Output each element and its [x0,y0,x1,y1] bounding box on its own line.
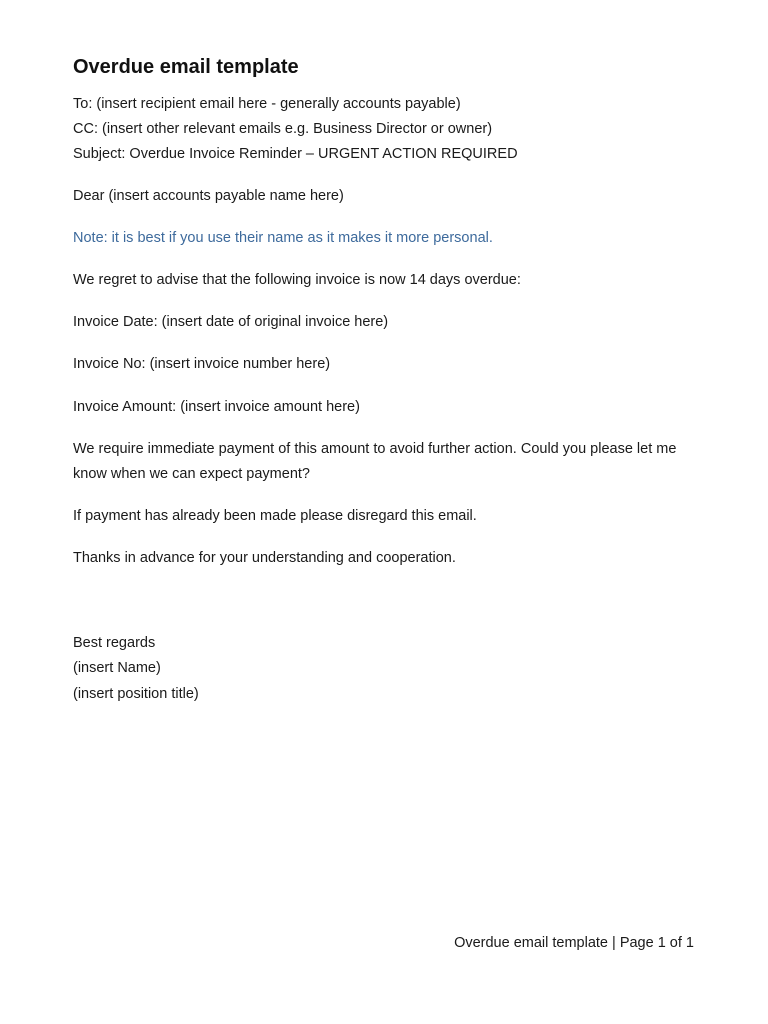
thanks-paragraph: Thanks in advance for your understanding and cooperation. [73,550,456,566]
to-line: To: (insert recipient email here - generally accounts payable) [73,96,461,112]
name-placeholder: (insert Name) [73,660,161,676]
greeting: Dear (insert accounts payable name here) [73,188,344,204]
payment-request-paragraph: We require immediate payment of this amount to avoid further action. Could you please let me know when we can expect payment? [73,441,677,482]
subject-line: Subject: Overdue Invoice Reminder – URGENT ACTION REQUIRED [73,146,518,162]
personalization-note: Note: it is best if you use their name as it makes it more personal. [73,230,493,246]
intro-paragraph: We regret to advise that the following invoice is now 14 days overdue: [73,272,521,288]
invoice-number-line: Invoice No: (insert invoice number here) [73,356,331,372]
cc-line: CC: (insert other relevant emails e.g. Business Director or owner) [73,121,493,137]
document-title: Overdue email template [73,56,299,78]
invoice-amount-line: Invoice Amount: (insert invoice amount here) [73,399,360,415]
position-placeholder: (insert position title) [73,686,199,702]
invoice-date-line: Invoice Date: (insert date of original invoice here) [73,314,389,330]
disregard-paragraph: If payment has already been made please disregard this email. [73,508,477,524]
page-footer: Overdue email template | Page 1 of 1 [454,935,694,951]
closing-line: Best regards [73,635,156,651]
